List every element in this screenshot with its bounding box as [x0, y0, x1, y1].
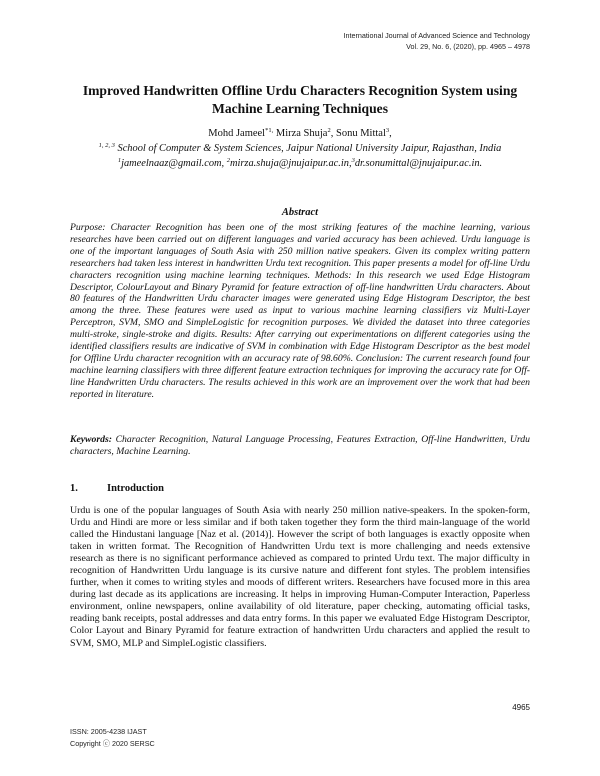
email-address[interactable]: mirza.shuja@jnujaipur.ac.in,: [230, 158, 352, 169]
keywords-text: Character Recognition, Natural Language Processing, Features Extraction, Off-line Handwritten, Urdu characters, Machine Learning.: [70, 434, 530, 457]
email-address[interactable]: jameelnaaz@gmail.com,: [121, 158, 225, 169]
email-address[interactable]: dr.sonumittal@jnujaipur.ac.in.: [354, 158, 483, 169]
affiliation: $^{1, 2, 3}$ School of Computer & System Sciences, Jaipur National University Jaipur, Rajasthan, India: [98, 142, 502, 154]
keywords: [70, 434, 530, 458]
author-name: Mohd Jameel: [208, 128, 266, 139]
paper-title: Improved Handwritten Offline Urdu Characters Recognition System using Machine Learning Techniques: [82, 83, 518, 116]
author-list: Mohd Jameel$^{*1,}$ Mirza Shuja$^2$, Sonu Mittal$^3$,: [208, 127, 392, 139]
author-name: Mirza Shuja: [275, 128, 328, 139]
volume-info: Vol. 29, No. 6, (2020), pp. 4965 – 4978: [406, 42, 530, 51]
author-name: Sonu Mittal: [335, 128, 386, 139]
section-body: Urdu is one of the popular languages of South Asia with nearly 250 million native-speakers. In the spoken-form, Urdu and Hindi are more or less similar and if both taken together they form the third main-language of the world called the Hindustani language [Naz et al. (2014)]. However the script of both languages is exactly opposite when taken in written format. The Recognition of Handwritten Urdu text is more challenging and needs extensive research as there is no significant performance achieved as compared to printed Urdu text. The major difficulty in recognition of Handwritten Urdu language is its cursive nature and different font styles. The problem intensifies further, when it comes to writing styles and moods of different writers. Researchers have focused more in this area during last decade as its applications are increasing. It helps in improving Human-Computer Interaction, Paperless environment, online newspapers, online availability of old literature, paper checking, automating official tasks, reading bank receipts, postal addresses and data entry forms. In this paper we evaluated Edge Histogram Descriptor, Color Layout and Binary Pyramid for feature extraction of handwritten Urdu characters and applied the result to SVM, SMO, MLP and SimpleLogistic classifiers.: [70, 505, 530, 649]
section-title: Introduction: [107, 483, 164, 494]
keywords-label: Keywords:: [70, 434, 112, 445]
issn: ISSN: 2005-4238 IJAST: [70, 727, 147, 736]
abstract-heading: Abstract: [281, 207, 319, 218]
abstract-text: Purpose: Character Recognition has been one of the most striking features of the machine learning, various researches have been carried out on different languages and varied accuracy has been achieved. Urdu language is one of the important languages of South Asia with 250 million native speakers. Given its complex writing pattern researchers had taken less interest in handwritten Urdu text recognition. This paper presents a model for off-line Urdu characters recognition using machine learning techniques. Methods: In this research we used Edge Histogram Descriptor, ColourLayout and Binary Pyramid for feature extraction of off-line handwritten Urdu characters. About 80 features of the Handwritten Urdu character images were generated using Edge Histogram Descriptor, the best among the three. These features were used as input to various machine learning classifiers viz Multi-Layer Perceptron, SVM, SMO and SimpleLogistic for recognition purposes. We divided the dataset into three categories multi-stroke, single-stroke and digits. Results: After carrying out experimentations on different categories using the identified classifiers results are indicative of SVM in combination with Edge Histogram Descriptor as the best model for Offline Urdu character recognition with an accuracy rate of 98.60%. Conclusion: The current research found four machine learning classifiers with three different feature extraction techniques for improving the accuracy rate for Off-line Handwritten Urdu characters. The results achieved in this work are an improvement over the work that had been reported in literature.: [70, 222, 530, 400]
copyright: Copyright ⓒ 2020 SERSC: [70, 739, 155, 748]
email-list: $^1$jameelnaaz@gmail.com, $^2$mirza.shuja@jnujaipur.ac.in,$^3$dr.sonumittal@jnujaipur.ac.in.: [117, 157, 483, 169]
page-number: 4965: [512, 703, 530, 712]
journal-name: International Journal of Advanced Science and Technology: [343, 31, 530, 40]
section-number: 1.: [70, 483, 78, 494]
